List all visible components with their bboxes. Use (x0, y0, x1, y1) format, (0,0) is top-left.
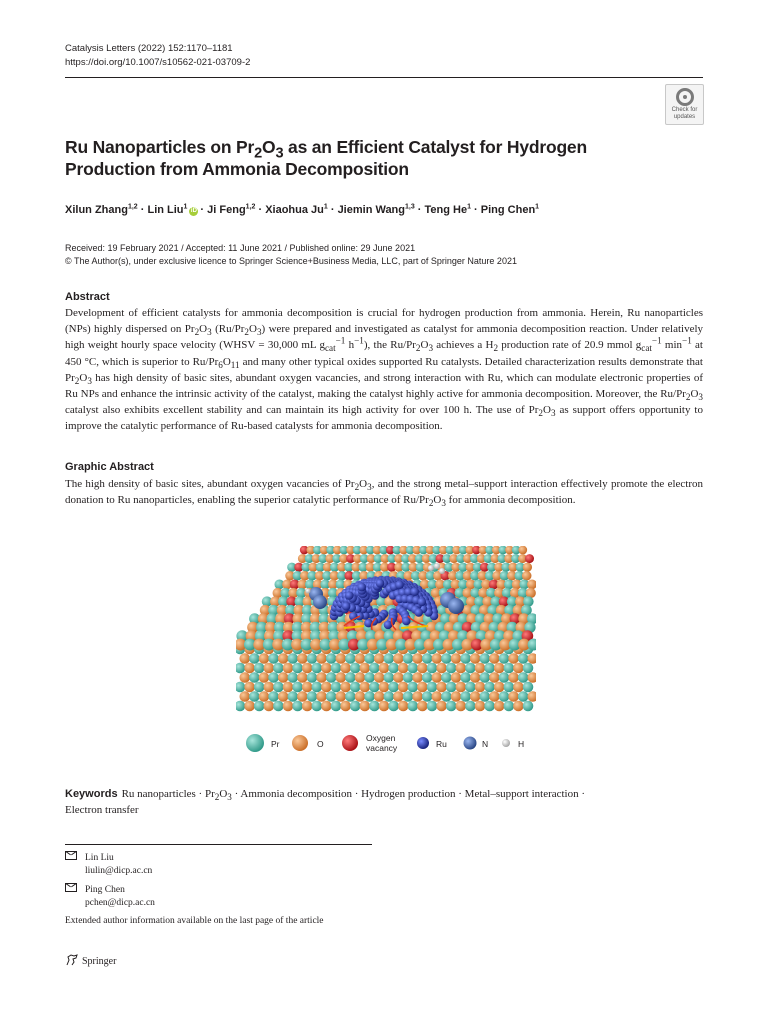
surface-atom (403, 672, 414, 683)
surface-atom (480, 691, 491, 702)
history-dates: Received: 19 February 2021 / Accepted: 11 June 2021 / Published online: 29 June 2021 (65, 243, 416, 253)
surface-atom (345, 653, 356, 664)
surface-atom (340, 682, 351, 693)
corr-email[interactable]: liulin@dicp.ac.cn (85, 866, 153, 876)
abstract-text: Development of efficient catalysts for ammonia decomposition is crucial for hydrogen production from ammonia. Herein, Ru nanoparticles (NPs) highly dispersed on $Pr_2O_3$ $(Ru/Pr_2O_3)$ were prepared and investigated as catalyst for ammonia decomposition reaction. Under relatively high weight hourly space velocity (WHSV = 30,000 mL $g_{cat}^{-1}$ $h^{-1}$), the $Ru/Pr_2O_3$ achieves a $H_2$ production rate of 20.9 mmol $g_{cat}^{-1}$ $\min^{-1}$ at 450 °C, which is superior to $Ru/Pr_6O_{11}$ and many other typical oxides supported Ru catalysts. Detailed characterization results demonstrate that $Pr_2O_3$ has high density of basic sites, abundant oxygen vacancies, and strong interaction with Ru, which can modulate electronic properties of Ru NPs and enhance the intrinsic activity of the catalyst, making the catalyst highly active for ammonia decomposition. Moreover, the $Ru/Pr_2O_3$ catalyst also exhibits excellent stability and can maintain its high activity for over 100 h. The use of $Pr_2O_3$ as support offers opportunity to improve the catalytic performance of Ru-based catalysts for ammonia decomposition. (65, 307, 704, 433)
badge-text-1: Check for (671, 107, 698, 113)
surface-atom (441, 691, 452, 702)
author[interactable]: Xiaohua Ju (265, 204, 324, 216)
hydrogen-atom (428, 565, 434, 571)
publisher-name: Springer (82, 956, 117, 967)
surface-atom (393, 691, 404, 702)
surface-atom (355, 653, 366, 664)
surface-atom (307, 691, 318, 702)
surface-atom (254, 701, 265, 712)
surface-atom (523, 563, 532, 572)
surface-atom (321, 701, 332, 712)
surface-atom (432, 691, 443, 702)
ru-atom (395, 581, 404, 590)
surface-atom (388, 663, 399, 674)
surface-atom (417, 663, 428, 674)
author[interactable]: Ji Feng (207, 204, 246, 216)
surface-atom (523, 701, 534, 712)
surface-atom (307, 672, 318, 683)
legend-h-label: H (518, 739, 525, 749)
surface-atom (508, 691, 519, 702)
surface-atom (398, 663, 409, 674)
surface-atom (398, 682, 409, 693)
author[interactable]: Xilun Zhang (65, 204, 128, 216)
surface-atom (369, 663, 380, 674)
surface-atom (249, 653, 260, 664)
surface-atom (264, 701, 275, 712)
surface-atom (518, 546, 527, 554)
surface-atom (297, 672, 308, 683)
surface-atom (254, 663, 265, 674)
author[interactable]: Lin Liu (147, 204, 184, 216)
graphic-abstract-heading: Graphic Abstract (65, 461, 154, 473)
surface-atom (278, 691, 289, 702)
surface-atom (297, 691, 308, 702)
surface-atom (446, 663, 457, 674)
surface-atom (364, 672, 375, 683)
legend-h-icon (502, 739, 510, 747)
surface-atom (236, 682, 245, 693)
surface-atom (350, 663, 361, 674)
surface-atom (374, 691, 385, 702)
surface-atom (326, 691, 337, 702)
surface-atom (504, 682, 515, 693)
surface-atom (489, 691, 500, 702)
journal-citation: Catalysis Letters (2022) 152:1170–1181 (65, 43, 233, 54)
surface-atom (350, 701, 361, 712)
surface-atom (374, 672, 385, 683)
surface-atom (456, 663, 467, 674)
surface-atom (307, 653, 318, 664)
surface-atom (427, 701, 438, 712)
ru-atom (342, 602, 351, 611)
surface-atom (499, 691, 510, 702)
surface-atom (441, 672, 452, 683)
surface-atom (465, 663, 476, 674)
envelope-icon (65, 851, 77, 860)
surface-atom (412, 653, 423, 664)
surface-atom (417, 682, 428, 693)
surface-atom (470, 672, 481, 683)
surface-atom (513, 701, 524, 712)
surface-atom (283, 663, 294, 674)
surface-atom (504, 701, 515, 712)
surface-atom (283, 682, 294, 693)
surface-atom (484, 663, 495, 674)
surface-atom (470, 653, 481, 664)
surface-atom (240, 672, 251, 683)
surface-atom (518, 653, 529, 664)
springer-horse-icon (65, 954, 79, 966)
pr2o3-surface (236, 546, 536, 711)
legend-pr-icon (246, 734, 264, 752)
surface-atom (288, 653, 299, 664)
surface-atom (475, 701, 486, 712)
surface-atom (513, 663, 524, 674)
surface-atom (494, 701, 505, 712)
surface-atom (331, 701, 342, 712)
figure-legend (236, 728, 536, 758)
surface-atom (398, 701, 409, 712)
surface-atom (432, 672, 443, 683)
surface-atom (465, 701, 476, 712)
surface-atom (470, 691, 481, 702)
legend-o-icon (292, 735, 308, 751)
surface-atom (240, 653, 251, 664)
surface-atom (292, 663, 303, 674)
surface-atom (350, 682, 361, 693)
author[interactable]: Teng He (424, 204, 468, 216)
surface-atom (518, 672, 529, 683)
surface-atom (460, 672, 471, 683)
surface-atom (384, 691, 395, 702)
surface-atom (316, 691, 327, 702)
surface-atom (264, 682, 275, 693)
orcid-icon[interactable]: iD (190, 208, 197, 214)
publisher-footer (65, 954, 116, 967)
ru-atom (414, 608, 423, 617)
surface-atom (360, 701, 371, 712)
surface-atom (273, 701, 284, 712)
surface-atom (302, 701, 313, 712)
ru-atom (345, 591, 354, 600)
legend-n-icon (464, 737, 477, 750)
surface-atom (249, 672, 260, 683)
surface-atom (321, 663, 332, 674)
surface-atom (451, 691, 462, 702)
surface-atom (316, 653, 327, 664)
surface-atom (336, 691, 347, 702)
envelope-icon (65, 883, 77, 892)
legend-vacancy-label-2: vacancy (366, 743, 398, 753)
surface-atom (384, 672, 395, 683)
surface-atom (422, 672, 433, 683)
surface-atom (259, 672, 270, 683)
surface-atom (527, 579, 536, 589)
surface-atom (451, 672, 462, 683)
surface-atom (525, 554, 534, 563)
surface-atom (331, 682, 342, 693)
surface-atom (436, 701, 447, 712)
surface-atom (283, 701, 294, 712)
surface-atom (364, 691, 375, 702)
surface-atom (340, 701, 351, 712)
doi-link[interactable]: https://doi.org/10.1007/s10562-021-03709-2 (65, 57, 251, 68)
abstract-heading: Abstract (65, 291, 110, 303)
surface-atom (345, 672, 356, 683)
surface-atom (278, 672, 289, 683)
surface-atom (355, 691, 366, 702)
surface-atom (523, 663, 534, 674)
surface-atom (528, 691, 537, 702)
copyright: © The Author(s), under exclusive licence to Springer Science+Business Media, LLC, part of Springer Nature 2021 (65, 256, 517, 266)
surface-atom (259, 653, 270, 664)
surface-atom (436, 682, 447, 693)
surface-atom (355, 672, 366, 683)
surface-atom (345, 691, 356, 702)
surface-atom (417, 701, 428, 712)
surface-atom (264, 663, 275, 674)
surface-atom (499, 672, 510, 683)
graphic-abstract-figure (236, 546, 536, 718)
surface-atom (369, 682, 380, 693)
surface-atom (321, 682, 332, 693)
corr-name: Ping Chen (85, 885, 125, 895)
surface-atom (268, 653, 279, 664)
surface-atom (489, 653, 500, 664)
surface-atom (254, 682, 265, 693)
surface-atom (508, 672, 519, 683)
surface-atom (403, 653, 414, 664)
surface-atom (427, 682, 438, 693)
surface-atom (297, 653, 308, 664)
corr-name: Lin Liu (85, 853, 114, 863)
surface-atom (302, 663, 313, 674)
author[interactable]: Ping Chen (480, 204, 536, 216)
surface-atom (528, 653, 537, 664)
footnote-rule (65, 844, 372, 845)
surface-atom (412, 672, 423, 683)
check-updates-icon (676, 88, 694, 106)
surface-atom (244, 663, 255, 674)
badge-text-2: updates (673, 114, 696, 120)
author-list: Xilun Zhang$^{1,2}$ · Lin Liu$^1$iD · Ji Feng$^{1,2}$ · Xiaohua $Ju^1 \cdot Jiemin$ Wang$^{1,3}$ · Teng $He^1$ · Ping Chen$^1$ (65, 203, 540, 216)
author[interactable]: Jiemin Wang (337, 204, 405, 216)
surface-atom (249, 691, 260, 702)
surface-atom (393, 653, 404, 664)
surface-atom (484, 682, 495, 693)
corr-email[interactable]: pchen@dicp.ac.cn (85, 898, 155, 908)
ru-atom (357, 583, 366, 592)
nitrogen-atom (448, 598, 464, 614)
keywords-label: Keywords (65, 788, 118, 800)
surface-atom (288, 672, 299, 683)
article-dates (65, 242, 517, 268)
surface-atom (460, 691, 471, 702)
surface-atom (484, 701, 495, 712)
surface-atom (259, 691, 270, 702)
hydrogen-atom (306, 589, 311, 594)
keywords: Keywords Ru nanoparticles · $Pr_2O_3$ · Ammonia decomposition · Hydrogen production · Metal–support interaction · Electron transfer (65, 788, 586, 816)
surface-atom (518, 691, 529, 702)
legend-n-label: N (482, 739, 489, 749)
surface-atom (475, 663, 486, 674)
surface-atom (456, 701, 467, 712)
surface-atom (268, 691, 279, 702)
surface-atom (427, 663, 438, 674)
surface-atom (244, 682, 255, 693)
surface-atom (475, 682, 486, 693)
nitrogen-atom (313, 595, 327, 609)
surface-atom (278, 653, 289, 664)
legend-vacancy-label-1: Oxygen (366, 733, 396, 743)
surface-atom (480, 653, 491, 664)
surface-atom (528, 672, 537, 683)
surface-atom (441, 653, 452, 664)
surface-atom (465, 682, 476, 693)
surface-atom (412, 691, 423, 702)
surface-atom (408, 701, 419, 712)
surface-atom (312, 682, 323, 693)
surface-atom (388, 701, 399, 712)
surface-atom (268, 672, 279, 683)
surface-atom (273, 682, 284, 693)
surface-atom (316, 672, 327, 683)
legend-ru-icon (417, 737, 429, 749)
surface-atom (336, 653, 347, 664)
surface-atom (456, 682, 467, 693)
check-for-updates-badge[interactable] (665, 84, 704, 125)
surface-atom (494, 663, 505, 674)
surface-atom (244, 701, 255, 712)
surface-atom (340, 663, 351, 674)
ru-atom (410, 587, 419, 596)
surface-atom (273, 663, 284, 674)
surface-atom (326, 653, 337, 664)
surface-atom (460, 653, 471, 664)
surface-atom (312, 701, 323, 712)
surface-atom (288, 691, 299, 702)
ru-atom (376, 579, 385, 588)
surface-atom (446, 682, 457, 693)
surface-atom (379, 701, 390, 712)
surface-atom (499, 653, 510, 664)
surface-atom (384, 653, 395, 664)
ru-atom (418, 598, 427, 607)
surface-atom (326, 672, 337, 683)
surface-atom (369, 701, 380, 712)
correspondence-2 (65, 883, 155, 910)
surface-atom (302, 682, 313, 693)
surface-atom (513, 682, 524, 693)
legend-ru-label: Ru (436, 739, 447, 749)
legend-o-label: O (317, 739, 324, 749)
surface-atom (489, 672, 500, 683)
surface-atom (292, 682, 303, 693)
surface-atom (422, 653, 433, 664)
graphic-abstract-text: The high density of basic sites, abundant oxygen vacancies of $Pr_2O_3$, and the strong metal–support interaction effectively promote the electron donation to Ru nanoparticles, enabling the superior catalytic performance of $Ru/Pr_2O_3$ for ammonia decomposition. (65, 478, 703, 509)
surface-atom (240, 691, 251, 702)
surface-atom (336, 672, 347, 683)
surface-atom (292, 701, 303, 712)
surface-atom (504, 663, 515, 674)
surface-atom (522, 571, 532, 581)
hydrogen-atom (439, 568, 445, 574)
surface-atom (379, 663, 390, 674)
legend-vacancy-icon (342, 735, 358, 751)
extended-author-info: Extended author information available on the last page of the article (65, 916, 324, 926)
surface-atom (393, 672, 404, 683)
journal-header (65, 42, 250, 70)
surface-atom (523, 682, 534, 693)
surface-atom (312, 663, 323, 674)
surface-atom (364, 653, 375, 664)
surface-atom (451, 653, 462, 664)
surface-atom (446, 701, 457, 712)
surface-atom (403, 691, 414, 702)
surface-atom (422, 691, 433, 702)
surface-atom (374, 653, 385, 664)
header-rule (65, 77, 703, 78)
surface-atom (494, 682, 505, 693)
surface-atom (408, 663, 419, 674)
surface-atom (508, 653, 519, 664)
surface-atom (236, 701, 245, 712)
surface-atom (379, 682, 390, 693)
surface-atom (236, 663, 245, 674)
correspondence-1 (65, 851, 152, 878)
surface-atom (432, 653, 443, 664)
surface-atom (360, 682, 371, 693)
surface-atom (436, 663, 447, 674)
surface-atom (408, 682, 419, 693)
surface-atom (331, 663, 342, 674)
surface-atom (360, 663, 371, 674)
surface-atom (480, 672, 491, 683)
surface-atom (388, 682, 399, 693)
article-title: Ru Nanoparticles on $Pr_2O_3$ as an Efficient Catalyst for Hydrogen Production from Ammonia Decomposition (65, 137, 587, 179)
legend-pr-label: Pr (271, 739, 280, 749)
hydrogen-atom (434, 563, 440, 569)
